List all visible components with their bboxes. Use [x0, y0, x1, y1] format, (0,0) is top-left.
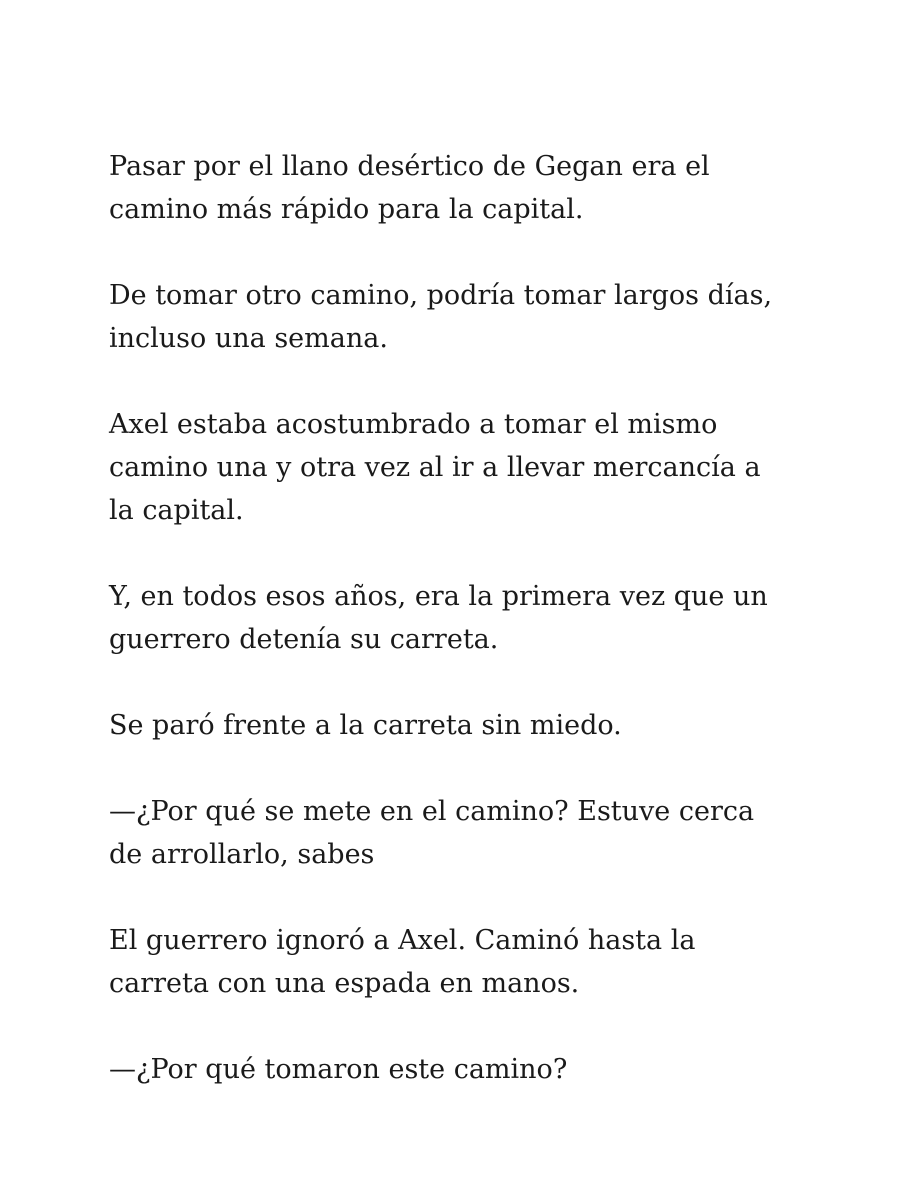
text-line: Y, en todos esos años, era la primera vez que un — [109, 581, 768, 612]
text-line: —¿Por qué tomaron este camino? — [109, 1054, 568, 1085]
paragraph-4 — [109, 575, 800, 661]
text-line: De tomar otro camino, podría tomar largos días, — [109, 280, 773, 311]
text-line: carreta con una espada en manos. — [109, 968, 580, 999]
paragraph-1 — [109, 145, 800, 231]
text-line: Pasar por el llano desértico de Gegan era el — [109, 151, 710, 182]
text-line: de arrollarlo, sabes — [109, 839, 375, 870]
paragraph-8 — [109, 1048, 800, 1091]
text-line: Se paró frente a la carreta sin miedo. — [109, 710, 622, 741]
text-line: El guerrero ignoró a Axel. Caminó hasta la — [109, 925, 696, 956]
paragraph-7 — [109, 919, 800, 1005]
paragraph-5 — [109, 704, 800, 747]
text-line: Axel estaba acostumbrado a tomar el mismo — [109, 409, 718, 440]
paragraph-2 — [109, 274, 800, 360]
text-line: guerrero detenía su carreta. — [109, 624, 499, 655]
text-line: camino una y otra vez al ir a llevar mercancía a — [109, 452, 761, 483]
paragraph-6 — [109, 790, 800, 876]
text-line: camino más rápido para la capital. — [109, 194, 584, 225]
text-line: incluso una semana. — [109, 323, 388, 354]
paragraph-3 — [109, 403, 800, 532]
text-line: la capital. — [109, 495, 244, 526]
text-line: —¿Por qué se mete en el camino? Estuve cerca — [109, 796, 755, 827]
